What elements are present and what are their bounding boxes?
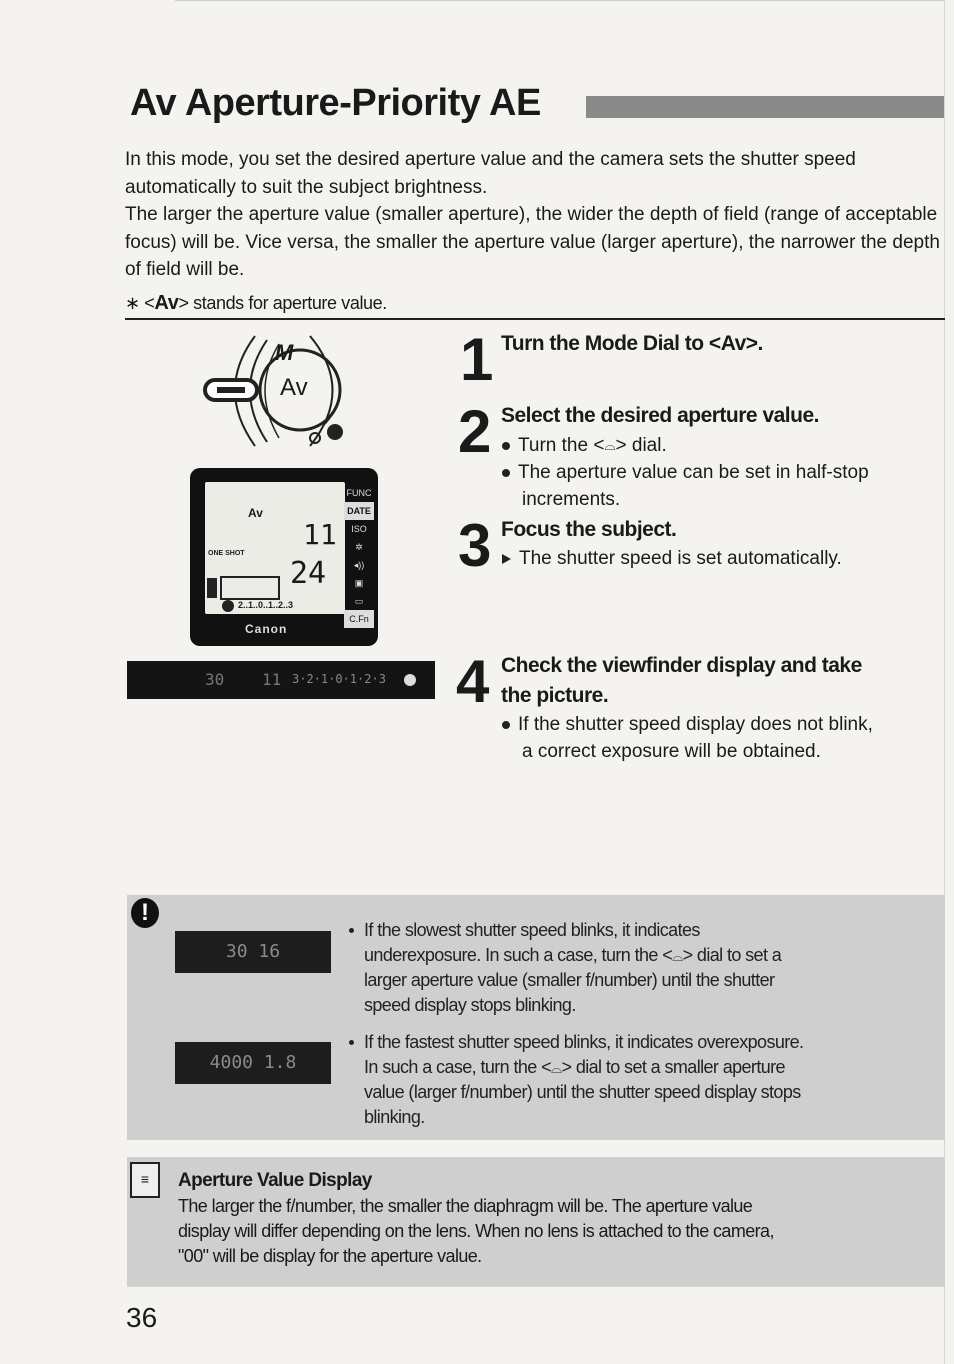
slow-shutter-display: 30 16 [175, 931, 331, 973]
main-dial-icon: ⌓ [551, 1059, 562, 1076]
side-label-cfn: C.Fn [344, 610, 374, 628]
side-icon-4: ▭ [354, 596, 364, 606]
caution-item-2-l1: If the fastest shutter speed blinks, it indicates overexposure. [364, 1032, 804, 1052]
side-label-date: DATE [344, 502, 374, 520]
caution-item-2-l3: value (larger f/number) until the shutter speed display stops [364, 1082, 801, 1102]
lcd-mode: Av [248, 506, 263, 520]
note-prefix: ∗ < [125, 293, 155, 313]
lcd-frame-box [220, 576, 280, 600]
main-dial-icon: ⌓ [604, 437, 616, 454]
bullet-text: Turn the < [518, 435, 605, 456]
side-icon-1: ✲ [355, 542, 363, 552]
bullet-dot [349, 1040, 354, 1045]
memo-title: Aperture Value Display [178, 1170, 372, 1191]
step-1-title: Turn the Mode Dial to <Av>. [501, 332, 763, 355]
bullet-text: If the shutter speed display does not blink, [518, 714, 873, 735]
step-3-bullet-1 [502, 545, 842, 572]
intro-text [125, 146, 950, 284]
fast-shutter-display: 4000 1.8 [175, 1042, 331, 1084]
title-av-symbol: Av [130, 82, 177, 124]
caution-text: > dial to set a [682, 945, 782, 965]
vf-shutter: 30 [205, 670, 225, 689]
step-2-title: Select the desired aperture value. [501, 404, 819, 427]
lcd-ring-icon [222, 600, 234, 612]
intro-paragraph-1: In this mode, you set the desired aperture value and the camera sets the shutter speed automatically to suit the subject brightness. [125, 149, 856, 198]
title-decor-bar [586, 96, 944, 118]
memo-line-2: display will differ depending on the lens. When no lens is attached to the camera, [178, 1221, 774, 1241]
caution-item-1-l1: If the slowest shutter speed blinks, it indicates [364, 920, 700, 940]
caution-item-1-l2 [364, 943, 781, 969]
side-label-func: FUNC [346, 488, 372, 498]
canon-logo: Canon [245, 622, 288, 636]
bullet-dot [349, 928, 354, 933]
battery-icon [207, 578, 217, 598]
arrow-bullet-icon [502, 554, 511, 564]
main-dial-icon: ⌓ [672, 947, 683, 964]
memo-icon: ≡ [130, 1162, 160, 1198]
lcd-aperture: 11 [303, 518, 337, 551]
lcd-side-buttons [344, 484, 374, 634]
lcd-shutter: 24 [290, 556, 327, 591]
lcd-af-mode: ONE SHOT [208, 550, 245, 557]
caution-text: In such a case, turn the < [364, 1057, 552, 1077]
dial-av-label: Av [280, 374, 308, 401]
memo-line-3: "00" will be display for the aperture value. [178, 1246, 482, 1266]
lcd-exposure-scale: 2..1..0..1..2..3 [238, 600, 294, 610]
step-1-number: 1 [460, 326, 494, 393]
step-2-bullet-1 [502, 432, 667, 459]
caution-icon: ! [131, 898, 159, 928]
step-3-number: 3 [458, 512, 492, 579]
side-label-iso: ISO [351, 524, 367, 534]
intro-paragraph-2: The larger the aperture value (smaller aperture), the wider the depth of field (range of acceptable focus) will be. Vice versa, the smaller the aperture value (larger aperture), the narrower the depth of field will be. [125, 204, 940, 280]
step-3-title: Focus the subject. [501, 518, 677, 541]
note-suffix: > stands for aperture value. [178, 293, 387, 313]
step-4-bullet-1 [502, 711, 873, 738]
caution-item-2-l2 [364, 1055, 785, 1081]
page-title [130, 82, 541, 125]
top-edge-line [175, 0, 945, 1]
memo-line-1: The larger the f/number, the smaller the diaphragm will be. The aperture value [178, 1196, 753, 1216]
dial-m-label: M [275, 340, 294, 365]
memo-body [178, 1194, 933, 1269]
title-text: Aperture-Priority AE [184, 82, 541, 124]
caution-text: > dial to set a smaller aperture [561, 1057, 785, 1077]
step-2-number: 2 [458, 398, 492, 465]
bullet-dot [502, 721, 510, 729]
bullet-text: The shutter speed is set automatically. [519, 548, 842, 569]
caution-item-2-l4: blinking. [364, 1107, 425, 1127]
focus-confirm-icon [404, 674, 416, 686]
step-4-number: 4 [456, 648, 490, 715]
vf-aperture: 11 [262, 670, 282, 689]
step-4-bullet-1-cont: a correct exposure will be obtained. [522, 741, 821, 762]
caution-item-1-l4: speed display stops blinking. [364, 995, 576, 1015]
section-rule [125, 318, 945, 320]
step-4-title-line-1: Check the viewfinder display and take [501, 654, 862, 677]
bullet-dot [502, 442, 510, 450]
bullet-dot [502, 469, 510, 477]
bullet-text: The aperture value can be set in half-stop increments. [518, 462, 869, 510]
step-4-title-line-2: the picture. [501, 684, 609, 707]
caution-item-1-l3: larger aperture value (smaller f/number) until the shutter [364, 970, 775, 990]
side-icon-2: ◂)) [353, 560, 365, 570]
side-icon-3: ▣ [354, 578, 364, 588]
page-number: 36 [126, 1302, 158, 1333]
step-2-bullet-2 [502, 459, 954, 513]
av-footnote [125, 292, 387, 315]
vf-exposure-scale: 3·2·1·0·1·2·3 [292, 672, 386, 686]
bullet-text: > dial. [615, 435, 667, 456]
note-av: Av [154, 292, 179, 314]
caution-text: underexposure. In such a case, turn the < [364, 945, 673, 965]
